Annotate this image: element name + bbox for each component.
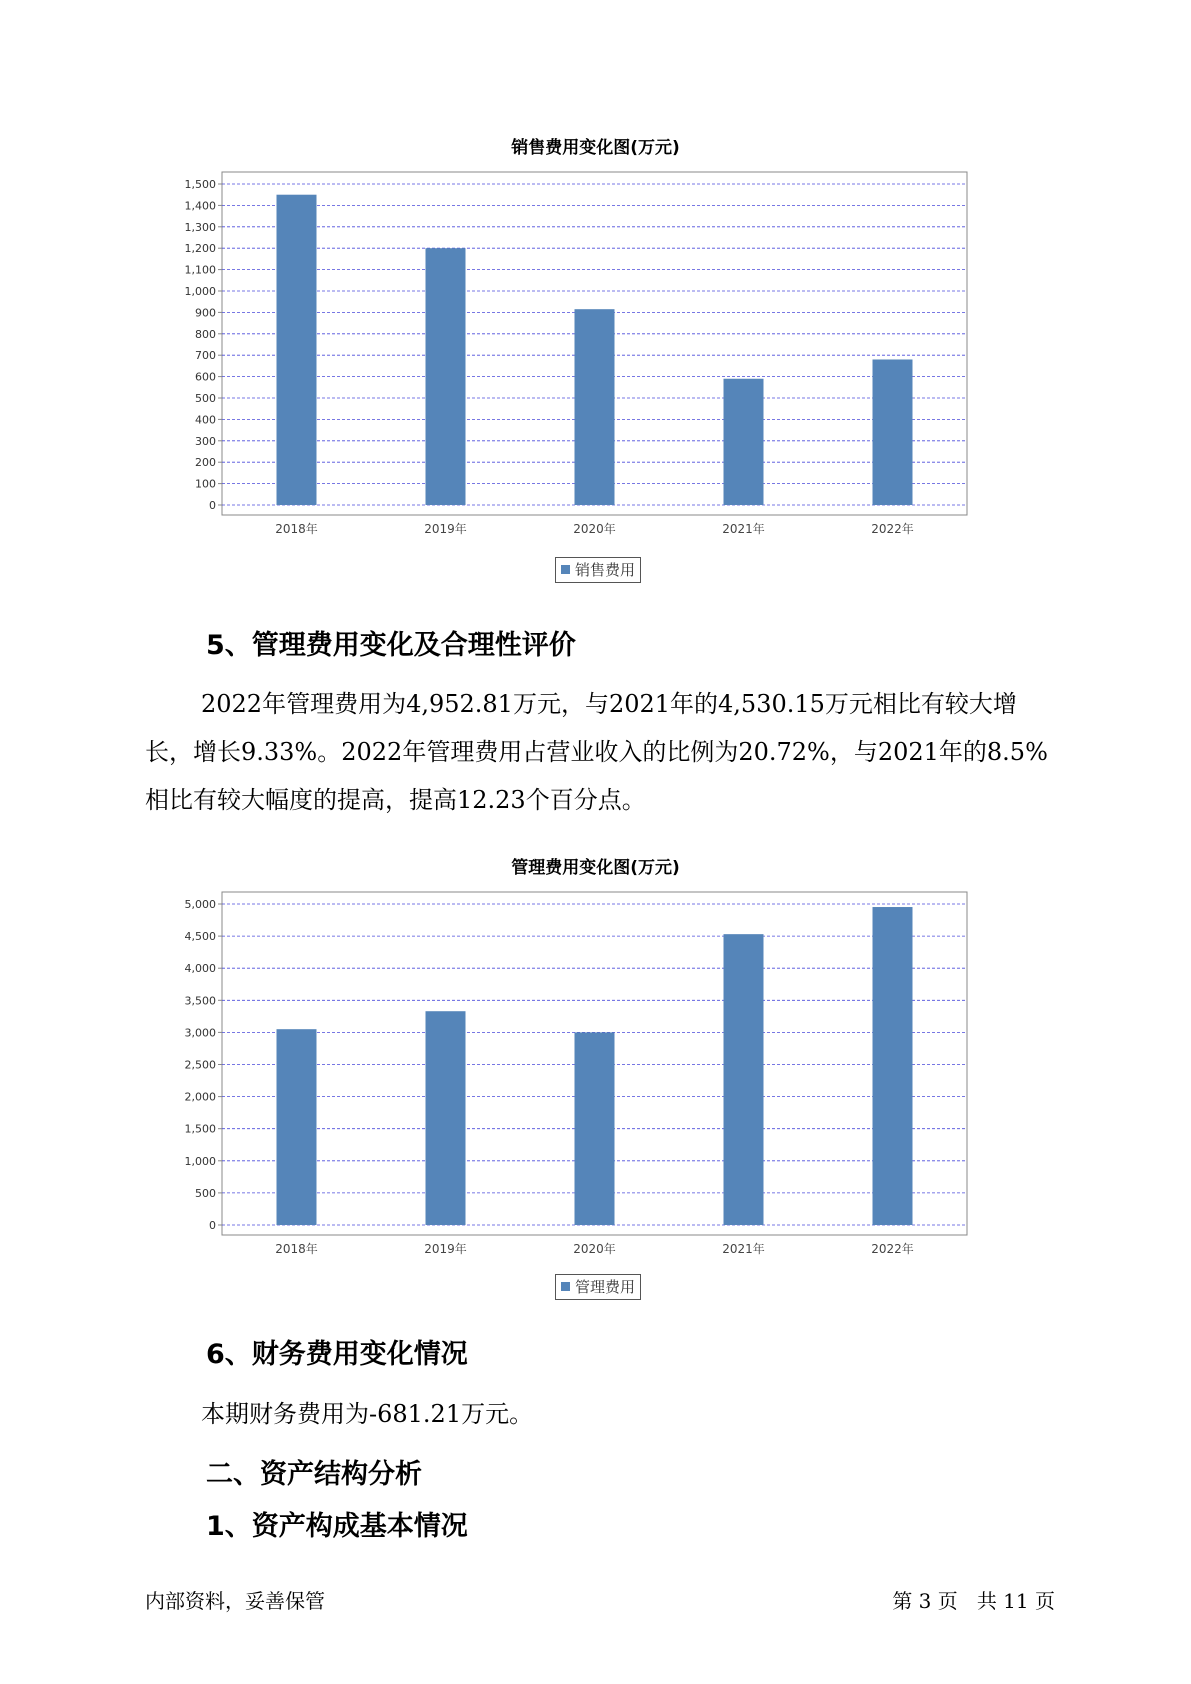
y-tick-label: 1,300: [184, 220, 216, 234]
part-2-heading: 二、资产结构分析: [206, 1459, 422, 1490]
y-tick-label: 500: [195, 1186, 216, 1200]
footer-page-number: 第 3 页 共 11 页: [892, 1589, 1055, 1613]
legend-swatch: [561, 565, 570, 574]
y-tick-label: 400: [195, 413, 216, 427]
y-tick-label: 0: [209, 1219, 216, 1232]
section-5-heading: 5、管理费用变化及合理性评价: [206, 630, 576, 661]
section-6-paragraph: 本期财务费用为-681.21万元。: [201, 1400, 534, 1428]
y-tick-label: 2,500: [184, 1058, 216, 1072]
y-tick-label: 5,000: [184, 898, 216, 911]
bar: [873, 907, 913, 1225]
section-5-paragraph: 2022年管理费用为4,952.81万元，与2021年的4,530.15万元相比有较大增长，增长9.33%。2022年管理费用占营业收入的比例为20.72%，与2021年的8.5%相比有较大幅度的提高，提高12.23个百分点。: [145, 690, 1048, 814]
y-tick-label: 900: [195, 306, 216, 320]
y-tick-label: 3,500: [184, 994, 216, 1008]
y-tick-label: 500: [195, 392, 216, 405]
y-tick-label: 0: [209, 499, 216, 512]
sales-chart-legend: [555, 557, 641, 583]
admin-chart-title: 管理费用变化图(万元): [511, 858, 680, 878]
x-tick-label: 2018年: [275, 1242, 318, 1256]
bar: [575, 1032, 615, 1225]
bar: [277, 195, 317, 505]
x-tick-label: 2022年: [871, 522, 914, 536]
y-tick-label: 800: [195, 327, 216, 341]
part-2-section-1-heading: 1、资产构成基本情况: [206, 1511, 468, 1542]
x-tick-label: 2019年: [424, 1242, 467, 1256]
y-tick-label: 1,000: [184, 285, 216, 298]
sales-expense-chart: [150, 160, 1030, 560]
bar: [575, 309, 615, 505]
y-tick-label: 1,500: [184, 1122, 216, 1136]
bar: [724, 379, 764, 505]
bar: [277, 1029, 317, 1225]
bar: [873, 359, 913, 505]
y-tick-label: 200: [195, 456, 216, 470]
x-tick-label: 2022年: [871, 1242, 914, 1256]
section-6-heading: 6、财务费用变化情况: [206, 1339, 468, 1370]
x-tick-label: 2019年: [424, 522, 467, 536]
bar: [724, 934, 764, 1225]
y-tick-label: 4,500: [184, 930, 216, 944]
y-tick-label: 3,000: [184, 1026, 216, 1040]
bar: [426, 1011, 466, 1225]
y-tick-label: 300: [195, 434, 216, 448]
x-tick-label: 2021年: [722, 522, 765, 536]
y-tick-label: 1,200: [184, 242, 216, 256]
y-tick-label: 100: [195, 477, 216, 491]
bar: [426, 248, 466, 505]
legend-label: 销售费用: [575, 561, 636, 579]
legend-swatch: [561, 1282, 570, 1291]
y-tick-label: 1,000: [184, 1154, 216, 1168]
y-tick-label: 1,100: [184, 263, 216, 277]
y-tick-label: 1,400: [184, 199, 216, 213]
legend-label: 管理费用: [575, 1278, 636, 1296]
y-tick-label: 1,500: [184, 178, 216, 191]
y-tick-label: 4,000: [184, 962, 216, 976]
y-tick-label: 2,000: [184, 1090, 216, 1104]
admin-expense-chart: [150, 880, 1030, 1280]
admin-chart-legend: [555, 1274, 641, 1300]
x-tick-label: 2021年: [722, 1242, 765, 1256]
footer-confidential-note: 内部资料，妥善保管: [145, 1589, 325, 1613]
x-tick-label: 2018年: [275, 522, 318, 536]
x-tick-label: 2020年: [573, 522, 616, 536]
x-tick-label: 2020年: [573, 1242, 616, 1256]
y-tick-label: 600: [195, 370, 216, 384]
y-tick-label: 700: [195, 349, 216, 363]
sales-chart-title: 销售费用变化图(万元): [511, 138, 680, 158]
